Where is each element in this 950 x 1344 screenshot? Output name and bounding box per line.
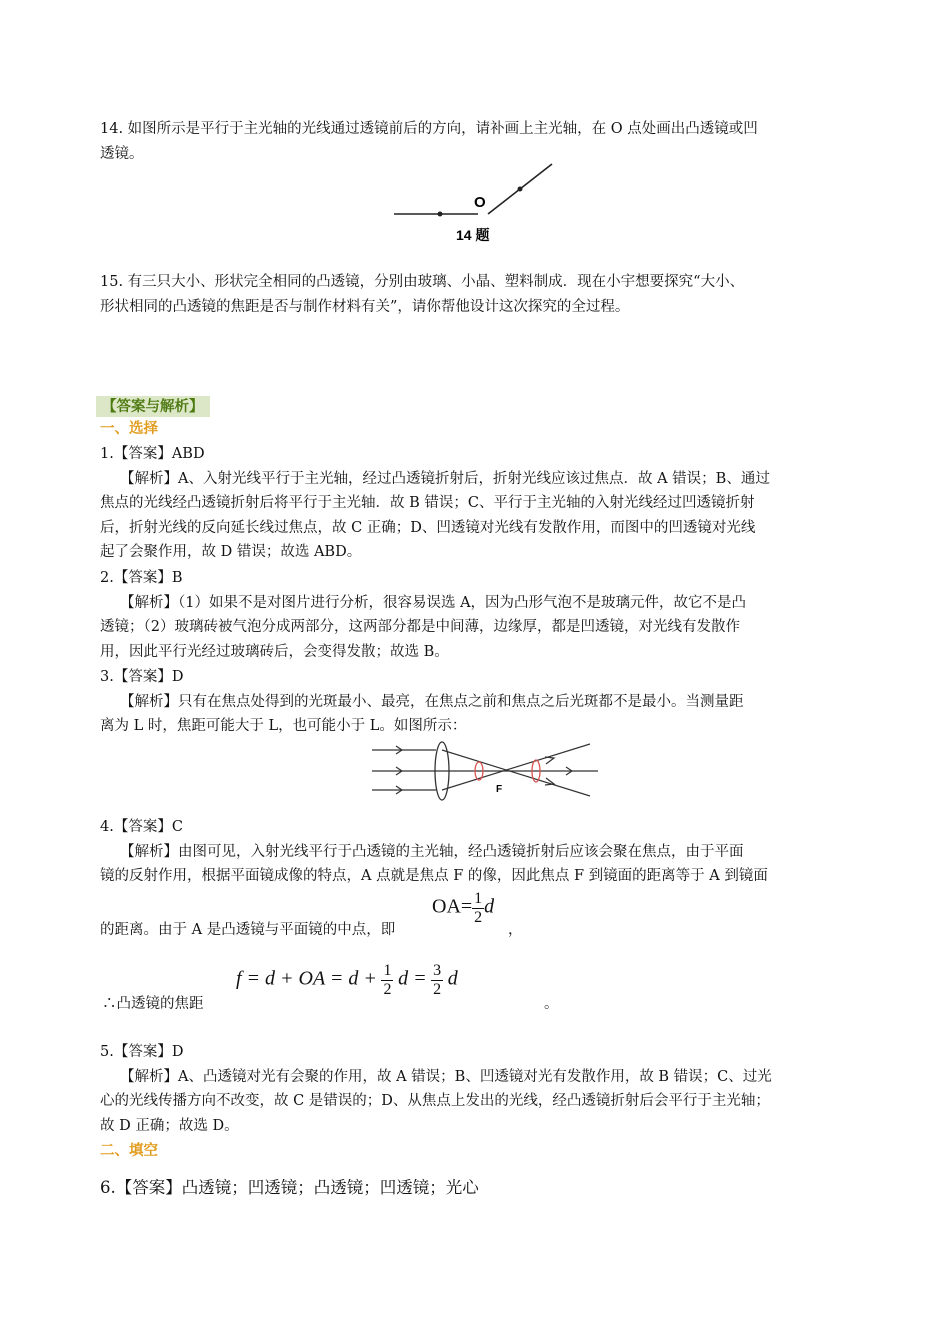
answer-2 xyxy=(100,566,852,664)
answer-4-label: 4.【答案】C xyxy=(100,819,183,835)
answer-2-line2: 透镜；（2）玻璃砖被气泡分成两部分，这两部分都是中间薄，边缘厚，都是凹透镜，对光线有发散作 xyxy=(100,619,740,635)
answer-1-label: 1.【答案】ABD xyxy=(100,446,205,462)
answer-5-line1: 【解析】A、凸透镜对光有会聚的作用，故 A 错误；B、凹透镜对光有发散作用，故 B 错误；C、过光 xyxy=(120,1068,772,1085)
eq2-num2: 3 xyxy=(433,962,442,979)
answer-4-line2: 镜的反射作用，根据平面镜成像的特点，A 点就是焦点 F 的像，因此焦点 F 到镜面的距离等于 A 到镜面 xyxy=(100,868,768,884)
question-15 xyxy=(100,270,852,319)
section-fill-blank: 二、填空 xyxy=(100,1142,158,1159)
eq1-num: 1 xyxy=(474,890,483,907)
answer-4-comma: ， xyxy=(508,922,523,938)
answer-6 xyxy=(100,1176,852,1201)
answer-4-focal-length xyxy=(100,962,860,1022)
q14-figure xyxy=(390,160,570,246)
eq2-part-b: d = xyxy=(398,967,427,990)
answer-4 xyxy=(100,815,852,889)
answer-2-label: 2.【答案】B xyxy=(100,570,183,586)
therefore-text: ∴凸透镜的焦距 xyxy=(102,996,204,1012)
equation-oa xyxy=(432,890,494,927)
focus-label: F xyxy=(496,784,503,795)
q15-line1: 15. 有三只大小、形状完全相同的凸透镜，分别由玻璃、小晶、塑料制成．现在小宇想要探究“大小、 xyxy=(100,274,745,290)
answer-5-line3: 故 D 正确；故选 D。 xyxy=(100,1117,239,1134)
focus-diagram xyxy=(370,740,600,804)
answer-4-line1: 【解析】由图可见，入射光线平行于凸透镜的主光轴，经凸透镜折射后应该会聚在焦点，由于平面 xyxy=(120,843,744,860)
answer-2-line3: 用，因此平行光经过玻璃砖后，会变得发散；故选 B。 xyxy=(100,643,449,660)
answer-3-line1: 【解析】只有在焦点处得到的光斑最小、最亮，在焦点之前和焦点之后光斑都不是最小。当测量距 xyxy=(120,693,744,710)
answer-6-label: 6.【答案】凸透镜；凹透镜；凸透镜；凹透镜；光心 xyxy=(100,1178,479,1197)
refracted-ray-bottom xyxy=(442,744,590,790)
eq2-num1: 1 xyxy=(383,962,392,979)
refracted-ray-top xyxy=(442,750,590,796)
eq2-den2: 2 xyxy=(433,981,442,998)
eq2-den1: 2 xyxy=(383,981,392,998)
ray-arrow-dot xyxy=(438,212,443,217)
eq1-lhs: OA= xyxy=(432,895,473,918)
answer-3-line2: 离为 L 时，焦距可能大于 L，也可能小于 L。如图所示： xyxy=(100,718,467,734)
answer-1 xyxy=(100,442,852,565)
answer-1-line2: 焦点的光线经凸透镜折射后将平行于主光轴．故 B 错误；C、平行于主光轴的入射光线经过凹透镜折射 xyxy=(100,495,755,511)
eq2-part-c: d xyxy=(447,967,458,990)
eq2-part-a: f = d + OA = d + xyxy=(236,967,377,990)
eq2-end: 。 xyxy=(544,996,559,1012)
point-o-label: O xyxy=(474,194,486,211)
answer-1-line3: 后，折射光线的反向延长线过焦点，故 C 正确；D、凹透镜对光线有发散作用，而图中的凹透镜对光线 xyxy=(100,519,756,536)
arrow-icon xyxy=(545,778,554,785)
ray-arrow-dot-2 xyxy=(518,187,523,192)
answer-heading: 【答案与解析】 xyxy=(96,396,210,417)
q15-line2: 形状相同的凸透镜的焦距是否与制作材料有关”，请你帮他设计这次探究的全过程。 xyxy=(100,298,630,315)
answer-3-label: 3.【答案】D xyxy=(100,669,184,685)
q14-line1: 14. 如图所示是平行于主光轴的光线通过透镜前后的方向，请补画上主光轴，在 O 点处画出凸透镜或凹 xyxy=(100,121,758,137)
answer-5 xyxy=(100,1040,852,1138)
answer-5-label: 5.【答案】D xyxy=(100,1044,184,1060)
figure-caption: 14 题 xyxy=(456,227,490,243)
answer-4-line3-text: 的距离。由于 A 是凸透镜与平面镜的中点，即 xyxy=(100,922,396,938)
eq1-var: d xyxy=(484,895,495,918)
answer-5-line2: 心的光线传播方向不改变，故 C 是错误的；D、从焦点上发出的光线，经凸透镜折射后会平行于主光轴； xyxy=(100,1093,770,1109)
answer-4-line3 xyxy=(100,890,860,950)
q14-line2: 透镜。 xyxy=(100,145,144,162)
equation-focal-length xyxy=(236,962,458,999)
answer-2-line1: 【解析】（1）如果不是对图片进行分析，很容易误选 A，因为凸形气泡不是玻璃元件，故它不是凸 xyxy=(120,594,747,611)
question-14 xyxy=(100,117,852,166)
answer-1-line1: 【解析】A、入射光线平行于主光轴，经过凸透镜折射后，折射光线应该过焦点．故 A 错误；B、通过 xyxy=(120,470,770,487)
answer-1-line4: 起了会聚作用，故 D 错误；故选 ABD。 xyxy=(100,544,362,560)
answer-3 xyxy=(100,665,852,739)
section-choice: 一、选择 xyxy=(100,420,158,437)
eq1-den: 2 xyxy=(474,909,483,926)
